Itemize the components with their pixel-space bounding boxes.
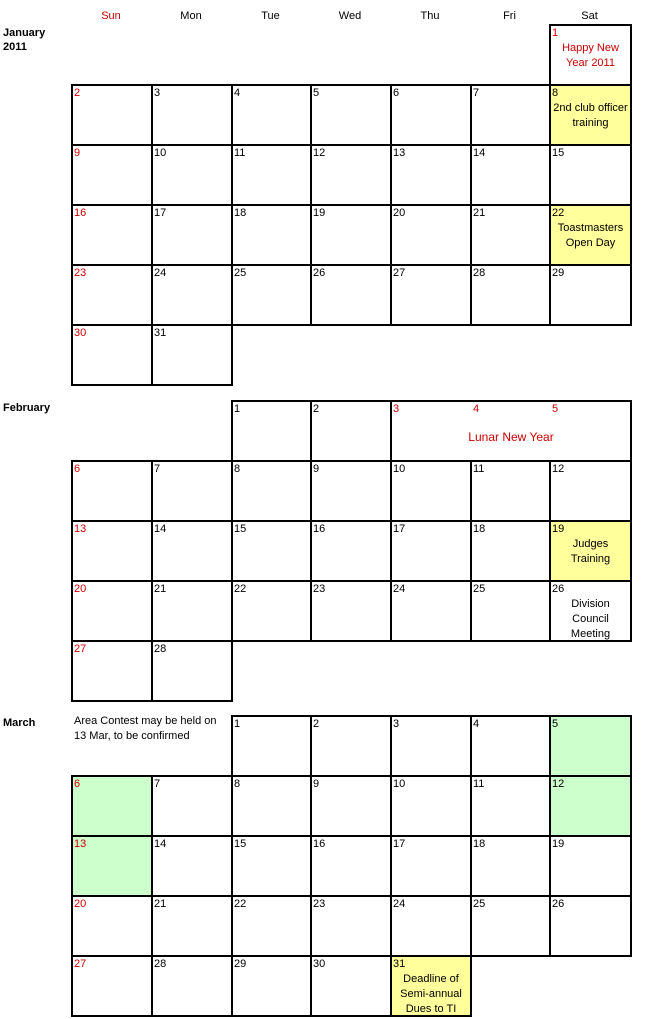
day-number: 13 xyxy=(74,838,87,850)
day-cell-january-25[interactable] xyxy=(231,264,312,326)
day-number: 18 xyxy=(473,838,486,850)
day-number: 12 xyxy=(552,463,565,475)
day-number: 17 xyxy=(154,207,167,219)
day-cell-march-19[interactable] xyxy=(549,835,632,897)
event-text: Toastmasters Open Day xyxy=(557,222,624,249)
day-number: 26 xyxy=(552,898,565,910)
day-number: 3 xyxy=(393,718,400,730)
weekday-header-fri: Fri xyxy=(503,10,516,22)
day-cell-february-11[interactable] xyxy=(470,460,551,522)
day-number: 18 xyxy=(234,207,247,219)
day-cell-march-8[interactable] xyxy=(231,775,312,837)
day-cell-march-13[interactable] xyxy=(71,835,153,897)
day-number: 7 xyxy=(154,463,161,475)
day-cell-february-8[interactable] xyxy=(231,460,312,522)
day-cell-january-23[interactable] xyxy=(71,264,153,326)
month-label-march: March xyxy=(3,717,36,729)
day-number: 29 xyxy=(552,267,565,279)
day-number: 1 xyxy=(234,718,241,730)
day-cell-january-13[interactable] xyxy=(390,144,472,206)
day-number: 8 xyxy=(234,778,241,790)
day-number: 29 xyxy=(234,958,247,970)
day-cell-january-11[interactable] xyxy=(231,144,312,206)
day-cell-march-4[interactable] xyxy=(470,715,551,777)
month-label-february: February xyxy=(3,402,51,414)
day-cell-january-10[interactable] xyxy=(151,144,233,206)
day-cell-january-17[interactable] xyxy=(151,204,233,266)
event-text: Judges Training xyxy=(570,538,611,565)
day-cell-january-26[interactable] xyxy=(310,264,392,326)
day-number: 16 xyxy=(313,523,326,535)
day-cell-march-29[interactable] xyxy=(231,955,312,1017)
day-cell-january-4[interactable] xyxy=(231,84,312,146)
day-number: 26 xyxy=(313,267,326,279)
day-cell-february-18[interactable] xyxy=(470,520,551,582)
day-number: 2 xyxy=(74,87,81,99)
day-cell-march-26[interactable] xyxy=(549,895,632,957)
day-cell-march-5[interactable] xyxy=(549,715,632,777)
day-cell-march-21[interactable] xyxy=(151,895,233,957)
day-number: 22 xyxy=(234,583,247,595)
day-number: 11 xyxy=(473,778,485,790)
day-cell-january-19[interactable] xyxy=(310,204,392,266)
day-number: 7 xyxy=(154,778,161,790)
day-cell-january-20[interactable] xyxy=(390,204,472,266)
day-cell-january-6[interactable] xyxy=(390,84,472,146)
day-cell-february-2[interactable] xyxy=(310,400,392,462)
day-cell-january-2[interactable] xyxy=(71,84,153,146)
day-number: 26 xyxy=(552,583,565,595)
day-number: 12 xyxy=(313,147,326,159)
day-cell-march-16[interactable] xyxy=(310,835,392,897)
day-cell-january-1[interactable] xyxy=(549,24,632,86)
day-number: 13 xyxy=(74,523,87,535)
day-number: 4 xyxy=(473,718,480,730)
day-cell-february-10[interactable] xyxy=(390,460,472,522)
day-number: 2 xyxy=(313,403,320,415)
event-text: 2nd club officer training xyxy=(553,102,628,129)
day-cell-march-15[interactable] xyxy=(231,835,312,897)
day-cell-january-5[interactable] xyxy=(310,84,392,146)
day-number: 31 xyxy=(393,958,406,970)
day-number: 6 xyxy=(74,778,81,790)
day-number: 17 xyxy=(393,523,406,535)
day-number: 30 xyxy=(313,958,326,970)
day-number: 1 xyxy=(552,27,559,39)
day-cell-january-16[interactable] xyxy=(71,204,153,266)
day-cell-march-30[interactable] xyxy=(310,955,392,1017)
day-cell-march-12[interactable] xyxy=(549,775,632,837)
lunar-new-year-cell[interactable] xyxy=(390,400,632,462)
day-number: 21 xyxy=(473,207,486,219)
weekday-header-sun: Sun xyxy=(101,10,121,22)
day-number: 27 xyxy=(74,958,87,970)
day-cell-march-14[interactable] xyxy=(151,835,233,897)
day-number: 5 xyxy=(313,87,320,99)
day-number: 2 xyxy=(313,718,320,730)
day-number: 4 xyxy=(234,87,241,99)
day-number: 31 xyxy=(154,327,167,339)
day-cell-january-24[interactable] xyxy=(151,264,233,326)
day-number: 9 xyxy=(313,463,320,475)
day-cell-february-6[interactable] xyxy=(71,460,153,522)
day-number: 21 xyxy=(154,583,167,595)
day-number: 13 xyxy=(393,147,406,159)
day-cell-january-3[interactable] xyxy=(151,84,233,146)
day-cell-february-22[interactable] xyxy=(231,580,312,642)
day-number: 19 xyxy=(552,523,565,535)
day-number: 15 xyxy=(552,147,565,159)
day-number: 15 xyxy=(234,523,247,535)
day-cell-march-7[interactable] xyxy=(151,775,233,837)
day-cell-march-28[interactable] xyxy=(151,955,233,1017)
day-number: 23 xyxy=(313,898,326,910)
day-number: 5 xyxy=(552,403,559,415)
day-number: 19 xyxy=(552,838,565,850)
day-number: 22 xyxy=(234,898,247,910)
day-cell-january-31[interactable] xyxy=(151,324,233,386)
day-cell-february-26[interactable] xyxy=(549,580,632,642)
day-cell-january-22[interactable] xyxy=(549,204,632,266)
day-number: 21 xyxy=(154,898,167,910)
day-cell-march-23[interactable] xyxy=(310,895,392,957)
day-cell-february-15[interactable] xyxy=(231,520,312,582)
day-number: 24 xyxy=(393,898,406,910)
day-number: 10 xyxy=(393,778,406,790)
day-cell-february-19[interactable] xyxy=(549,520,632,582)
day-cell-march-20[interactable] xyxy=(71,895,153,957)
day-number: 19 xyxy=(313,207,326,219)
day-cell-march-3[interactable] xyxy=(390,715,472,777)
day-cell-february-13[interactable] xyxy=(71,520,153,582)
day-cell-february-27[interactable] xyxy=(71,640,153,702)
day-cell-february-16[interactable] xyxy=(310,520,392,582)
day-number: 18 xyxy=(473,523,486,535)
day-number: 27 xyxy=(393,267,406,279)
day-number: 5 xyxy=(552,718,559,730)
day-number: 28 xyxy=(154,643,167,655)
day-number: 17 xyxy=(393,838,406,850)
day-number: 11 xyxy=(473,463,485,475)
day-number: 16 xyxy=(313,838,326,850)
weekday-header-thu: Thu xyxy=(420,10,440,22)
day-number: 6 xyxy=(393,87,400,99)
day-cell-january-29[interactable] xyxy=(549,264,632,326)
day-number: 20 xyxy=(74,898,87,910)
weekday-header-sat: Sat xyxy=(581,10,598,22)
day-cell-february-23[interactable] xyxy=(310,580,392,642)
day-cell-march-9[interactable] xyxy=(310,775,392,837)
day-number: 9 xyxy=(74,147,81,159)
day-cell-february-28[interactable] xyxy=(151,640,233,702)
day-number: 12 xyxy=(552,778,565,790)
day-number: 27 xyxy=(74,643,87,655)
day-number: 10 xyxy=(393,463,406,475)
day-number: 23 xyxy=(313,583,326,595)
day-number: 22 xyxy=(552,207,565,219)
day-cell-february-20[interactable] xyxy=(71,580,153,642)
day-cell-january-12[interactable] xyxy=(310,144,392,206)
event-text: Happy New Year 2011 xyxy=(562,42,619,69)
day-number: 1 xyxy=(234,403,241,415)
day-number: 24 xyxy=(154,267,167,279)
day-cell-january-7[interactable] xyxy=(470,84,551,146)
event-text: Division Council Meeting xyxy=(570,598,611,640)
day-cell-january-14[interactable] xyxy=(470,144,551,206)
day-number: 9 xyxy=(313,778,320,790)
day-number: 14 xyxy=(154,838,167,850)
day-number: 8 xyxy=(552,87,559,99)
day-number: 11 xyxy=(234,147,246,159)
event-text: Deadline of Semi-annual Dues to TI xyxy=(400,973,462,1015)
day-number: 10 xyxy=(154,147,167,159)
day-cell-march-27[interactable] xyxy=(71,955,153,1017)
day-cell-january-15[interactable] xyxy=(549,144,632,206)
day-number: 6 xyxy=(74,463,81,475)
day-number: 14 xyxy=(154,523,167,535)
day-cell-january-28[interactable] xyxy=(470,264,551,326)
day-number: 20 xyxy=(393,207,406,219)
day-cell-february-1[interactable] xyxy=(231,400,312,462)
day-number: 20 xyxy=(74,583,87,595)
day-cell-march-24[interactable] xyxy=(390,895,472,957)
day-cell-march-11[interactable] xyxy=(470,775,551,837)
weekday-header-tue: Tue xyxy=(261,10,280,22)
day-cell-february-17[interactable] xyxy=(390,520,472,582)
day-cell-january-21[interactable] xyxy=(470,204,551,266)
day-number: 3 xyxy=(154,87,161,99)
day-cell-february-14[interactable] xyxy=(151,520,233,582)
day-number: 15 xyxy=(234,838,247,850)
weekday-header-wed: Wed xyxy=(338,10,362,22)
day-number: 25 xyxy=(234,267,247,279)
day-cell-march-1[interactable] xyxy=(231,715,312,777)
month-label-january: January 2011 xyxy=(3,27,46,53)
day-cell-february-9[interactable] xyxy=(310,460,392,522)
day-number: 24 xyxy=(393,583,406,595)
weekday-header-mon: Mon xyxy=(180,10,202,22)
day-number: 4 xyxy=(473,403,480,415)
day-number: 30 xyxy=(74,327,87,339)
day-number: 25 xyxy=(473,898,486,910)
day-number: 7 xyxy=(473,87,480,99)
day-cell-february-24[interactable] xyxy=(390,580,472,642)
day-cell-march-22[interactable] xyxy=(231,895,312,957)
day-cell-february-12[interactable] xyxy=(549,460,632,522)
day-number: 23 xyxy=(74,267,87,279)
day-cell-march-6[interactable] xyxy=(71,775,153,837)
day-number: 28 xyxy=(154,958,167,970)
day-cell-march-18[interactable] xyxy=(470,835,551,897)
day-cell-march-25[interactable] xyxy=(470,895,551,957)
day-cell-february-7[interactable] xyxy=(151,460,233,522)
day-number: 28 xyxy=(473,267,486,279)
day-cell-march-17[interactable] xyxy=(390,835,472,897)
day-number: 14 xyxy=(473,147,486,159)
day-number: 16 xyxy=(74,207,87,219)
day-cell-march-2[interactable] xyxy=(310,715,392,777)
day-cell-march-10[interactable] xyxy=(390,775,472,837)
day-number: 3 xyxy=(393,403,400,415)
day-cell-january-9[interactable] xyxy=(71,144,153,206)
lunar-new-year-label: Lunar New Year xyxy=(468,430,554,444)
day-number: 25 xyxy=(473,583,486,595)
day-cell-january-27[interactable] xyxy=(390,264,472,326)
area-contest-note: Area Contest may be held on 13 Mar, to be confirmed xyxy=(74,715,217,742)
day-cell-january-18[interactable] xyxy=(231,204,312,266)
day-cell-january-30[interactable] xyxy=(71,324,153,386)
day-cell-march-31[interactable] xyxy=(390,955,472,1017)
day-cell-february-21[interactable] xyxy=(151,580,233,642)
day-cell-february-25[interactable] xyxy=(470,580,551,642)
day-cell-january-8[interactable] xyxy=(549,84,632,146)
day-number: 8 xyxy=(234,463,241,475)
